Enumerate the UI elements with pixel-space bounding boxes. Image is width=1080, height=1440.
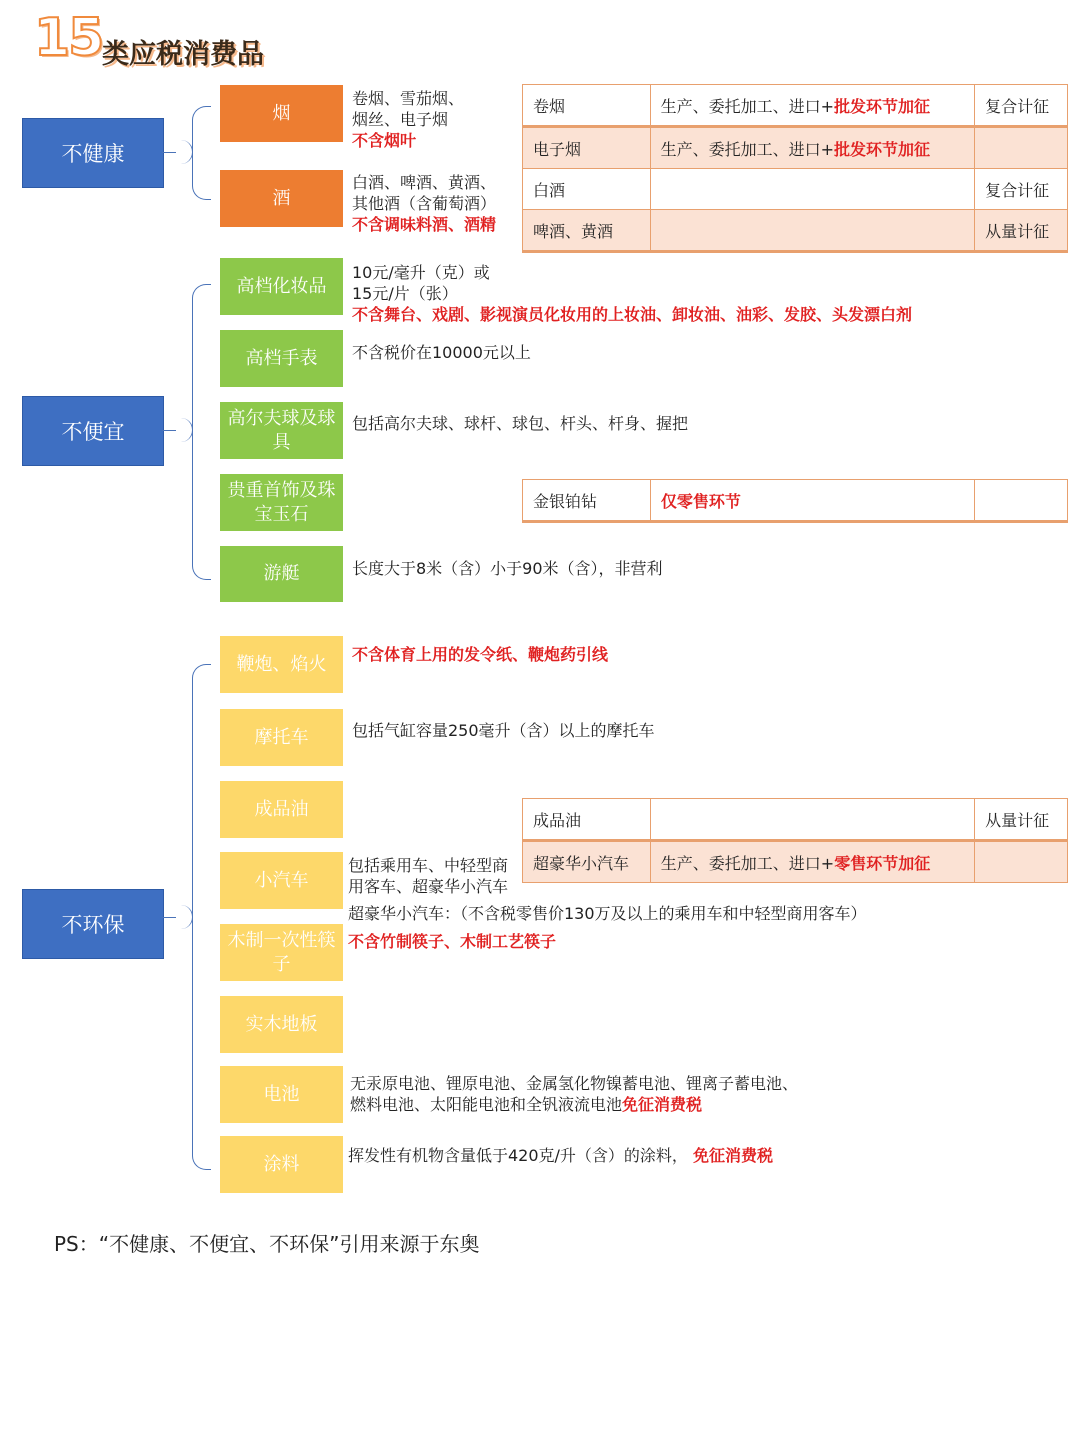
item-chopsticks: 木制一次性筷子 bbox=[220, 924, 343, 981]
note-cosmetics bbox=[352, 262, 912, 325]
table-jewelry bbox=[522, 479, 1068, 523]
note-line: 烟丝、电子烟 bbox=[352, 110, 449, 129]
note-line: 用客车、超豪华小汽车 bbox=[348, 877, 509, 896]
page-title: 类应税消费品 bbox=[102, 39, 264, 70]
item-oil: 成品油 bbox=[220, 781, 343, 838]
note-golf: 包括高尔夫球、球杆、球包、杆头、杆身、握把 bbox=[352, 414, 689, 433]
note-yacht: 长度大于8米（含）小于90米（含），非营利 bbox=[352, 559, 663, 578]
cell-link: 生产、委托加工、进口+批发环节加征 bbox=[650, 85, 975, 127]
bracket-tip bbox=[176, 140, 193, 164]
item-jewelry: 贵重首饰及珠宝玉石 bbox=[220, 474, 343, 531]
cell-method: 从量计征 bbox=[975, 210, 1068, 252]
category-unfriendly: 不环保 bbox=[22, 889, 164, 959]
note-line: 15元/片（张） bbox=[352, 284, 458, 303]
note-exclusion: 不含调味料酒、酒精 bbox=[352, 215, 497, 234]
cell-method bbox=[975, 127, 1068, 169]
item-battery: 电池 bbox=[220, 1066, 343, 1123]
cell-link bbox=[650, 799, 974, 841]
cell-method bbox=[975, 841, 1068, 883]
bracket-unhealthy bbox=[192, 106, 211, 200]
cell-name: 卷烟 bbox=[523, 85, 651, 127]
item-cosmetics: 高档化妆品 bbox=[220, 258, 343, 315]
bracket-connector bbox=[162, 430, 176, 431]
table-oil-car bbox=[522, 798, 1068, 883]
cell-link bbox=[650, 169, 975, 210]
note-alcohol bbox=[352, 172, 496, 235]
cell-method: 从量计征 bbox=[975, 799, 1068, 841]
cell-link: 生产、委托加工、进口+批发环节加征 bbox=[650, 127, 975, 169]
title-number: 15 bbox=[34, 8, 103, 68]
item-car: 小汽车 bbox=[220, 852, 343, 909]
table-row bbox=[523, 85, 1068, 127]
note-paint bbox=[348, 1145, 773, 1166]
note-line: 包括乘用车、中轻型商 bbox=[348, 856, 509, 875]
note-exclusion: 不含烟叶 bbox=[352, 131, 417, 150]
cell-name: 超豪华小汽车 bbox=[523, 841, 651, 883]
item-firecrackers: 鞭炮、焰火 bbox=[220, 636, 343, 693]
category-expensive: 不便宜 bbox=[22, 396, 164, 466]
item-motorcycle: 摩托车 bbox=[220, 709, 343, 766]
note-car-luxury: 超豪华小汽车：（不含税零售价130万及以上的乘用车和中轻型商用客车） bbox=[348, 904, 867, 923]
note-car bbox=[348, 855, 508, 897]
note-chopsticks-exclusion: 不含竹制筷子、木制工艺筷子 bbox=[348, 932, 557, 951]
item-yacht: 游艇 bbox=[220, 546, 343, 602]
note-line: 卷烟、雪茄烟、 bbox=[352, 89, 465, 108]
bracket-connector bbox=[162, 152, 176, 153]
item-golf: 高尔夫球及球具 bbox=[220, 402, 343, 459]
item-watch: 高档手表 bbox=[220, 330, 343, 387]
bracket-unfriendly bbox=[192, 664, 211, 1170]
table-tobacco-alcohol bbox=[522, 84, 1068, 253]
note-tobacco bbox=[352, 88, 464, 151]
note-firecrackers-exclusion: 不含体育上用的发令纸、鞭炮药引线 bbox=[352, 645, 609, 664]
cell-method: 复合计征 bbox=[975, 85, 1068, 127]
item-paint: 涂料 bbox=[220, 1136, 343, 1193]
cell-name: 金银铂钻 bbox=[523, 480, 651, 522]
bracket-tip bbox=[176, 418, 193, 442]
cell-name: 白酒 bbox=[523, 169, 651, 210]
item-floor: 实木地板 bbox=[220, 996, 343, 1053]
bracket-tip bbox=[176, 905, 193, 929]
cell-name: 成品油 bbox=[523, 799, 651, 841]
table-row bbox=[523, 127, 1068, 169]
bracket-connector bbox=[162, 917, 176, 918]
note-watch: 不含税价在10000元以上 bbox=[352, 343, 531, 362]
cell-name: 啤酒、黄酒 bbox=[523, 210, 651, 252]
table-row bbox=[523, 480, 1068, 522]
note-line: 无汞原电池、锂原电池、金属氢化物镍蓄电池、锂离子蓄电池、 bbox=[350, 1074, 799, 1093]
note-exclusion: 不含舞台、戏剧、影视演员化妆用的上妆油、卸妆油、油彩、发胶、头发漂白剂 bbox=[352, 305, 913, 324]
note-line: 白酒、啤酒、黄酒、 bbox=[352, 173, 497, 192]
note-line: 挥发性有机物含量低于420克/升（含）的涂料， bbox=[348, 1146, 688, 1165]
cell-link bbox=[650, 210, 975, 252]
item-tobacco: 烟 bbox=[220, 85, 343, 142]
note-exemption: 免征消费税 bbox=[693, 1146, 774, 1165]
cell-link: 生产、委托加工、进口+零售环节加征 bbox=[650, 841, 974, 883]
bracket-expensive bbox=[192, 284, 211, 580]
cell-link: 仅零售环节 bbox=[650, 480, 974, 522]
note-line: 燃料电池、太阳能电池和全钒液流电池 bbox=[350, 1095, 623, 1114]
cell-name: 电子烟 bbox=[523, 127, 651, 169]
cell-method bbox=[975, 480, 1068, 522]
item-alcohol: 酒 bbox=[220, 170, 343, 227]
table-row bbox=[523, 210, 1068, 252]
note-motorcycle: 包括气缸容量250毫升（含）以上的摩托车 bbox=[352, 721, 655, 740]
table-row bbox=[523, 841, 1068, 883]
footer-note: PS：“不健康、不便宜、不环保”引用来源于东奥 bbox=[54, 1232, 480, 1256]
note-line: 其他酒（含葡萄酒） bbox=[352, 194, 497, 213]
note-line: 10元/毫升（克）或 bbox=[352, 263, 490, 282]
note-exemption: 免征消费税 bbox=[622, 1095, 703, 1114]
note-battery bbox=[350, 1073, 798, 1115]
table-row bbox=[523, 799, 1068, 841]
table-row bbox=[523, 169, 1068, 210]
category-unhealthy: 不健康 bbox=[22, 118, 164, 188]
cell-method: 复合计征 bbox=[975, 169, 1068, 210]
